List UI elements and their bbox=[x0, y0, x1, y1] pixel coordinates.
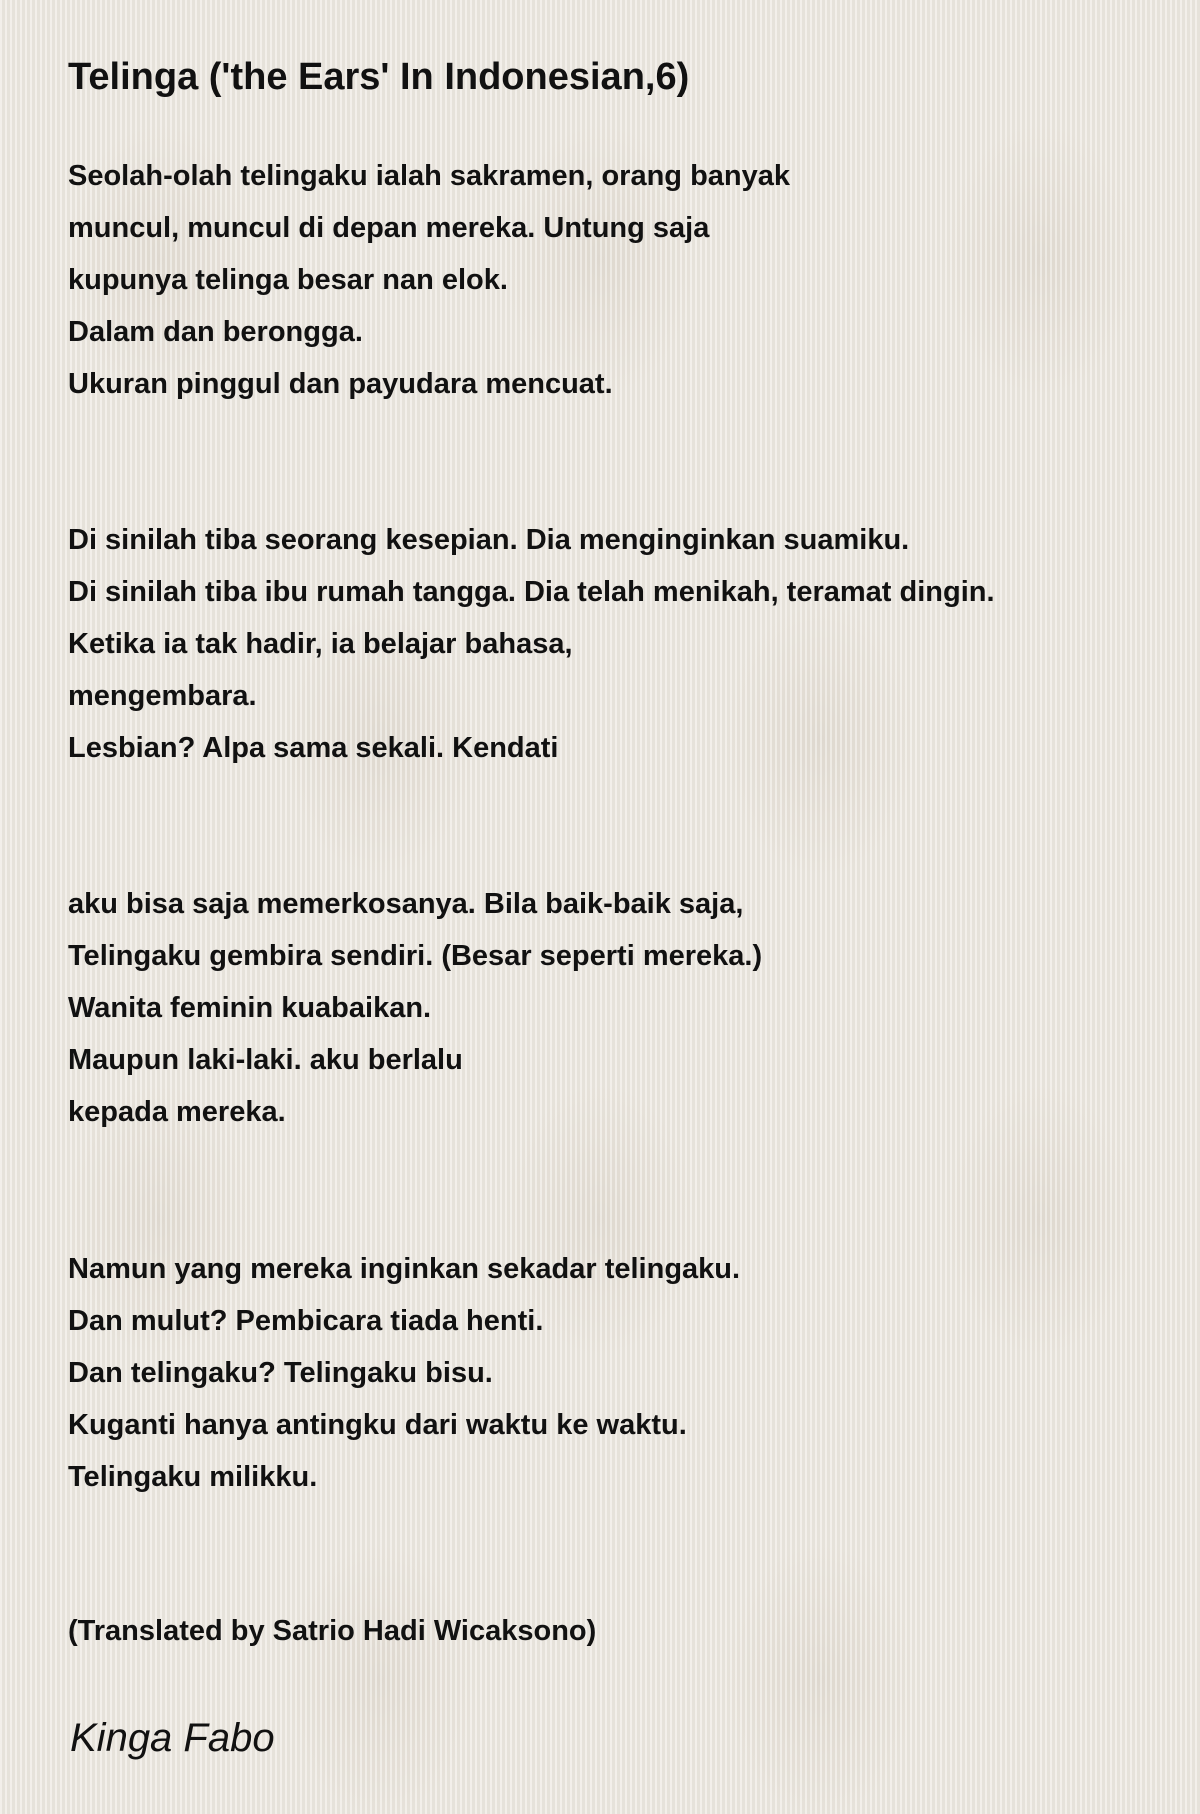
poem-line: muncul, muncul di depan mereka. Untung saja bbox=[68, 212, 710, 244]
poem-line: Dan telingaku? Telingaku bisu. bbox=[68, 1357, 493, 1389]
poem-line: Di sinilah tiba ibu rumah tangga. Dia telah menikah, teramat dingin. bbox=[68, 576, 995, 608]
poem-line: Maupun laki-laki. aku berlalu bbox=[68, 1044, 463, 1076]
poem-line: Lesbian? Alpa sama sekali. Kendati bbox=[68, 732, 559, 764]
stanza-4 bbox=[68, 1243, 740, 1503]
poem-line: Kuganti hanya antingku dari waktu ke waktu. bbox=[68, 1409, 687, 1441]
author-name: Kinga Fabo bbox=[70, 1716, 275, 1760]
poem-line: Telingaku milikku. bbox=[68, 1461, 318, 1493]
poem-line: Dalam dan berongga. bbox=[68, 316, 363, 348]
poem-line: Di sinilah tiba seorang kesepian. Dia menginginkan suamiku. bbox=[68, 524, 910, 556]
poem-line: kupunya telinga besar nan elok. bbox=[68, 264, 508, 296]
poem-line: mengembara. bbox=[68, 680, 257, 712]
poem-line: Ketika ia tak hadir, ia belajar bahasa, bbox=[68, 628, 573, 660]
poem-line: Ukuran pinggul dan payudara mencuat. bbox=[68, 368, 613, 400]
poem-line: kepada mereka. bbox=[68, 1096, 286, 1128]
poem-line: Telingaku gembira sendiri. (Besar seperti mereka.) bbox=[68, 940, 763, 972]
poem-line: Dan mulut? Pembicara tiada henti. bbox=[68, 1305, 544, 1337]
poem-line: Namun yang mereka inginkan sekadar telingaku. bbox=[68, 1253, 741, 1285]
stanza-3 bbox=[68, 878, 762, 1138]
poem-line: Wanita feminin kuabaikan. bbox=[68, 992, 432, 1024]
stanza-2 bbox=[68, 514, 995, 774]
translator-note: (Translated by Satrio Hadi Wicaksono) bbox=[68, 1615, 597, 1647]
poem-title: Telinga ('the Ears' In Indonesian,6) bbox=[68, 56, 690, 98]
poem-line: Seolah-olah telingaku ialah sakramen, orang banyak bbox=[68, 160, 791, 192]
poem-line: aku bisa saja memerkosanya. Bila baik-baik saja, bbox=[68, 888, 744, 920]
stanza-1 bbox=[68, 150, 790, 410]
